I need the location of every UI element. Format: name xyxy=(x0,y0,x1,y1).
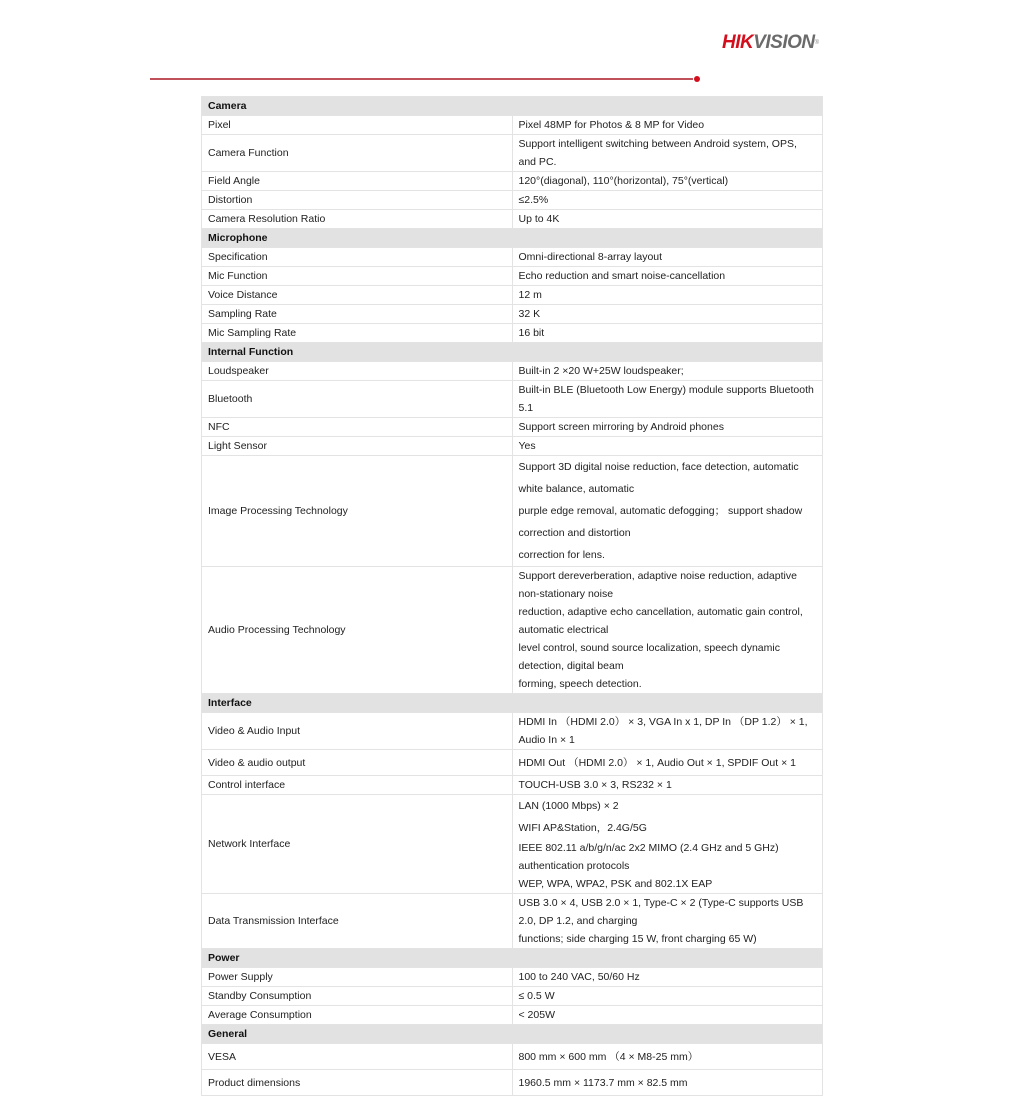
spec-key: Camera Resolution Ratio xyxy=(202,210,513,229)
spec-value-line: 32 K xyxy=(518,308,541,320)
spec-value-line: HDMI Out （HDMI 2.0） × 1, Audio Out × 1, SPDIF Out × 1 xyxy=(518,756,796,769)
spec-row xyxy=(202,191,823,210)
spec-row xyxy=(202,248,823,267)
spec-row xyxy=(202,1044,823,1070)
spec-key: Audio Processing Technology xyxy=(202,567,513,694)
spec-value-line: Support screen mirroring by Android phones xyxy=(518,421,724,433)
spec-value-line: ≤2.5% xyxy=(518,194,549,206)
section-title: Microphone xyxy=(202,229,823,248)
spec-row xyxy=(202,776,823,795)
spec-value-line: Built-in BLE (Bluetooth Low Energy) module supports Bluetooth 5.1 xyxy=(518,384,814,414)
section-title: Power xyxy=(202,949,823,968)
section-header xyxy=(202,229,823,248)
spec-value-line: functions; side charging 15 W, front charging 65 W) xyxy=(518,933,757,945)
spec-row xyxy=(202,267,823,286)
spec-value xyxy=(512,987,823,1006)
section-header xyxy=(202,97,823,116)
spec-value xyxy=(512,286,823,305)
spec-key: Standby Consumption xyxy=(202,987,513,1006)
spec-value xyxy=(512,713,823,750)
spec-value-line: Omni-directional 8-array layout xyxy=(518,251,663,263)
spec-value-line: Support 3D digital noise reduction, face detection, automatic white balance, automatic xyxy=(518,461,799,495)
spec-row xyxy=(202,1006,823,1025)
spec-value-line: USB 3.0 × 4, USB 2.0 × 1, Type-C × 2 (Type-C supports USB 2.0, DP 1.2, and charging xyxy=(518,897,804,927)
spec-value-line: Yes xyxy=(518,440,536,452)
spec-value xyxy=(512,324,823,343)
spec-row xyxy=(202,418,823,437)
spec-key: VESA xyxy=(202,1044,513,1070)
spec-value-line: 16 bit xyxy=(518,327,545,339)
spec-value-line: TOUCH-USB 3.0 × 3, RS232 × 1 xyxy=(518,779,672,791)
spec-value xyxy=(512,418,823,437)
spec-value-line: correction for lens. xyxy=(518,549,605,561)
spec-value-line: reduction, adaptive echo cancellation, automatic gain control, automatic electrical xyxy=(518,606,803,636)
spec-value-line: Up to 4K xyxy=(518,213,560,225)
spec-row xyxy=(202,305,823,324)
spec-key: Camera Function xyxy=(202,135,513,172)
spec-value xyxy=(512,381,823,418)
spec-row xyxy=(202,172,823,191)
spec-key: Loudspeaker xyxy=(202,362,513,381)
spec-value-line: 12 m xyxy=(518,289,542,301)
spec-value-line: Built-in 2 ×20 W+25W loudspeaker; xyxy=(518,365,684,377)
spec-key: Data Transmission Interface xyxy=(202,894,513,949)
spec-value xyxy=(512,305,823,324)
spec-value-line: < 205W xyxy=(518,1009,555,1021)
spec-row xyxy=(202,795,823,894)
spec-value xyxy=(512,1044,823,1070)
spec-row xyxy=(202,381,823,418)
spec-value xyxy=(512,267,823,286)
spec-row xyxy=(202,210,823,229)
spec-key: Video & audio output xyxy=(202,750,513,776)
spec-value-line: 800 mm × 600 mm （4 × M8-25 mm） xyxy=(518,1050,699,1063)
spec-row xyxy=(202,362,823,381)
section-header xyxy=(202,1025,823,1044)
spec-row xyxy=(202,968,823,987)
spec-row xyxy=(202,713,823,750)
spec-row xyxy=(202,750,823,776)
spec-table xyxy=(201,96,823,1096)
spec-key: Bluetooth xyxy=(202,381,513,418)
spec-row xyxy=(202,116,823,135)
spec-value xyxy=(512,1006,823,1025)
header-divider-dot xyxy=(694,76,700,82)
section-header xyxy=(202,343,823,362)
section-title: Camera xyxy=(202,97,823,116)
spec-row xyxy=(202,456,823,567)
spec-key: Distortion xyxy=(202,191,513,210)
spec-value-line: WEP, WPA, WPA2, PSK and 802.1X EAP xyxy=(518,878,713,890)
section-title: Interface xyxy=(202,694,823,713)
spec-key: Specification xyxy=(202,248,513,267)
spec-value-line: level control, sound source localization, speech dynamic detection, digital beam xyxy=(518,642,780,672)
section-header xyxy=(202,949,823,968)
spec-value xyxy=(512,172,823,191)
spec-key: NFC xyxy=(202,418,513,437)
spec-key: Voice Distance xyxy=(202,286,513,305)
spec-row xyxy=(202,437,823,456)
spec-value xyxy=(512,248,823,267)
spec-key: Product dimensions xyxy=(202,1070,513,1096)
spec-key: Control interface xyxy=(202,776,513,795)
spec-row xyxy=(202,324,823,343)
spec-key: Mic Function xyxy=(202,267,513,286)
spec-value-line: HDMI In （HDMI 2.0） × 3, VGA In x 1, DP In （DP 1.2） × 1, Audio In × 1 xyxy=(518,716,808,746)
spec-key: Video & Audio Input xyxy=(202,713,513,750)
spec-value xyxy=(512,968,823,987)
spec-value-line: forming, speech detection. xyxy=(518,678,642,690)
spec-value xyxy=(512,776,823,795)
spec-value-line: Support intelligent switching between Android system, OPS, and PC. xyxy=(518,138,797,168)
spec-key: Power Supply xyxy=(202,968,513,987)
spec-value xyxy=(512,567,823,694)
spec-value xyxy=(512,894,823,949)
logo-hik: HIK xyxy=(722,32,754,53)
spec-value xyxy=(512,437,823,456)
logo-vision: VISION xyxy=(753,32,815,53)
spec-key: Sampling Rate xyxy=(202,305,513,324)
spec-row xyxy=(202,286,823,305)
spec-key: Field Angle xyxy=(202,172,513,191)
spec-value xyxy=(512,191,823,210)
spec-value xyxy=(512,795,823,894)
spec-value-line: purple edge removal, automatic defogging； support shadow correction and distortion xyxy=(518,505,803,539)
spec-value xyxy=(512,456,823,567)
spec-key: Network Interface xyxy=(202,795,513,894)
spec-value-line: Pixel 48MP for Photos & 8 MP for Video xyxy=(518,119,705,131)
spec-key: Pixel xyxy=(202,116,513,135)
spec-value-line: WIFI AP&Station，2.4G/5G xyxy=(518,822,647,834)
spec-value-line: IEEE 802.11 a/b/g/n/ac 2x2 MIMO (2.4 GHz and 5 GHz) authentication protocols xyxy=(518,842,779,872)
spec-row xyxy=(202,1070,823,1096)
hikvision-logo xyxy=(722,33,819,53)
spec-value-line: ≤ 0.5 W xyxy=(518,990,555,1002)
spec-value-line: Support dereverberation, adaptive noise reduction, adaptive non-stationary noise xyxy=(518,570,797,600)
spec-value-line: 1960.5 mm × 1173.7 mm × 82.5 mm xyxy=(518,1076,688,1089)
spec-value-line: Echo reduction and smart noise-cancellation xyxy=(518,270,726,282)
registered-mark: ® xyxy=(814,40,819,46)
header-divider-line xyxy=(150,78,693,80)
spec-row xyxy=(202,894,823,949)
spec-value xyxy=(512,750,823,776)
spec-value-line: 100 to 240 VAC, 50/60 Hz xyxy=(518,971,640,983)
section-title: General xyxy=(202,1025,823,1044)
spec-key: Average Consumption xyxy=(202,1006,513,1025)
section-header xyxy=(202,694,823,713)
spec-value xyxy=(512,362,823,381)
spec-value-line: 120°(diagonal), 110°(horizontal), 75°(vertical) xyxy=(518,175,729,187)
spec-key: Light Sensor xyxy=(202,437,513,456)
spec-value xyxy=(512,116,823,135)
spec-value xyxy=(512,1070,823,1096)
spec-key: Image Processing Technology xyxy=(202,456,513,567)
spec-value xyxy=(512,135,823,172)
spec-row xyxy=(202,987,823,1006)
spec-row xyxy=(202,135,823,172)
spec-value xyxy=(512,210,823,229)
section-title: Internal Function xyxy=(202,343,823,362)
spec-row xyxy=(202,567,823,694)
spec-value-line: LAN (1000 Mbps) × 2 xyxy=(518,800,619,812)
spec-key: Mic Sampling Rate xyxy=(202,324,513,343)
